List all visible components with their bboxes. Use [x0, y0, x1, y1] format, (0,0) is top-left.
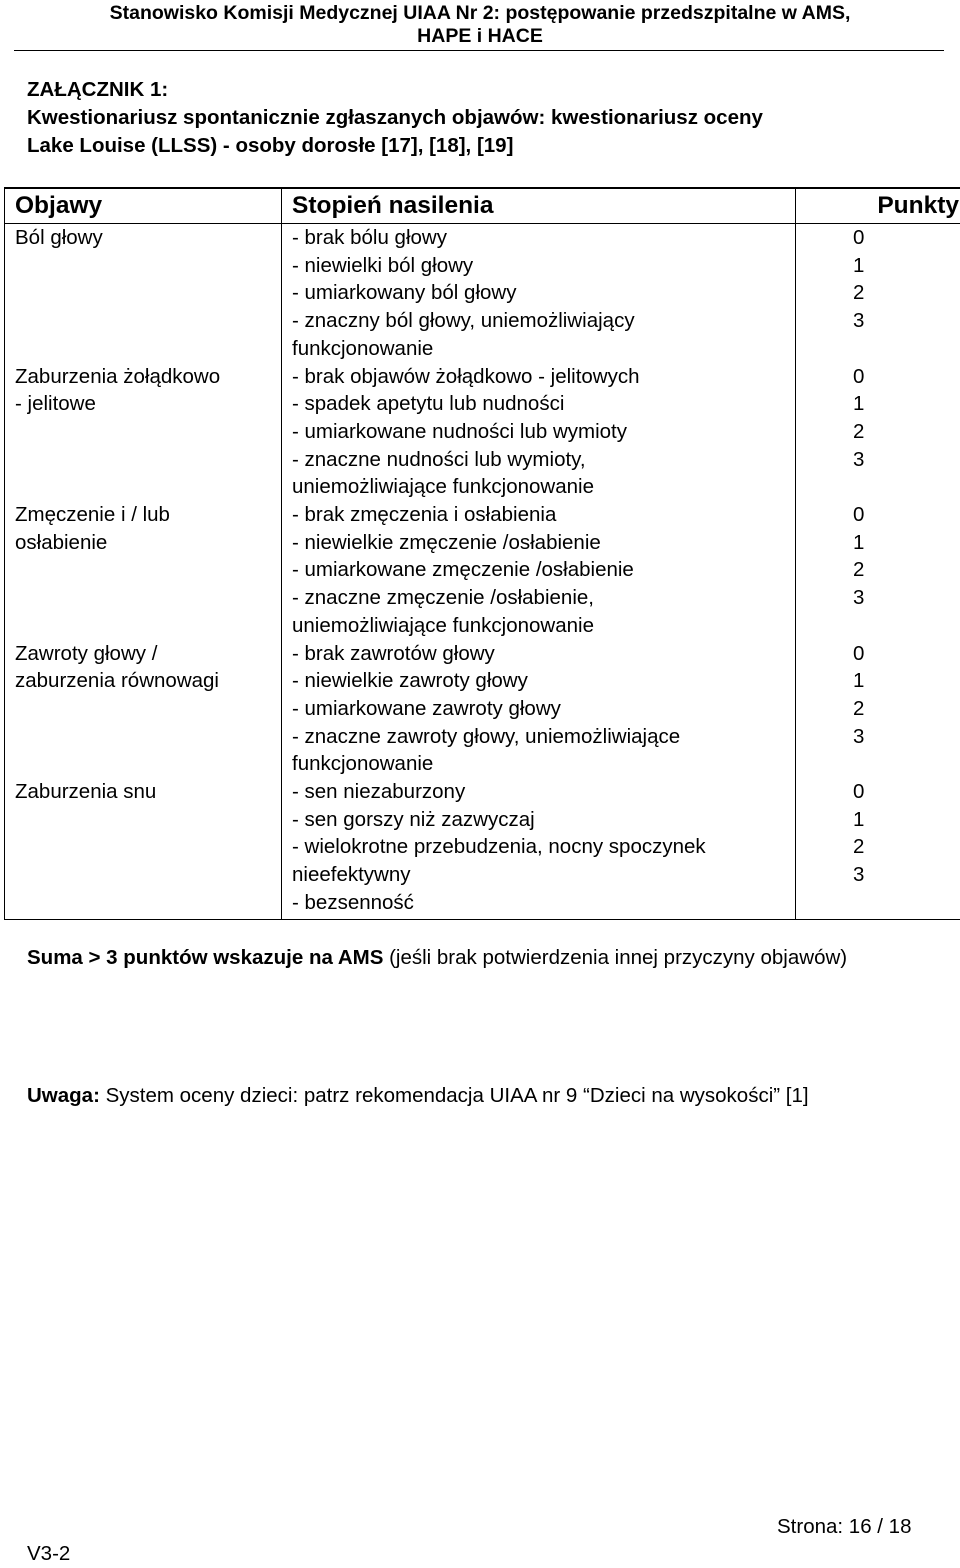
note-text — [27, 1082, 927, 1110]
symptom-cell-line: - jelitowe — [15, 390, 281, 418]
symptom-cell-line: zaburzenia równowagi — [15, 667, 281, 695]
points-cell-line: 0 — [853, 363, 960, 391]
points-cell-line: 3 — [853, 584, 960, 612]
symptom-cell-line: Zaburzenia żołądkowo — [15, 363, 281, 391]
points-cell-line: 2 — [853, 695, 960, 723]
summary-text — [27, 944, 927, 972]
points-cell-line: 0 — [853, 778, 960, 806]
annex-subtitle-line1: Kwestionariusz spontanicznie zgłaszanych objawów: kwestionariusz oceny — [27, 104, 927, 132]
points-cell — [796, 224, 960, 363]
severity-cell-line: - znaczne zmęczenie /osłabienie, — [292, 584, 795, 612]
table-row — [5, 363, 960, 502]
annex-heading — [27, 76, 927, 160]
severity-cell — [282, 501, 796, 640]
annex-title: ZAŁĄCZNIK 1: — [27, 76, 927, 104]
summary-rest: (jeśli brak potwierdzenia innej przyczyny objawów) — [383, 946, 847, 969]
severity-cell-line: - brak bólu głowy — [292, 224, 795, 252]
table-row — [5, 640, 960, 779]
header-points: Punkty — [796, 188, 960, 224]
severity-cell-line: - brak zmęczenia i osłabienia — [292, 501, 795, 529]
header-severity: Stopień nasilenia — [282, 188, 796, 224]
table-row — [5, 501, 960, 640]
severity-cell-line: funkcjonowanie — [292, 750, 795, 778]
severity-cell — [282, 640, 796, 779]
annex-subtitle-line2: Lake Louise (LLSS) - osoby dorosłe [17], [18], [19] — [27, 132, 927, 160]
points-cell-line: 0 — [853, 640, 960, 668]
header-symptoms: Objawy — [5, 188, 282, 224]
symptom-cell — [5, 640, 282, 779]
table-body — [5, 224, 960, 920]
severity-cell-line: - niewielkie zmęczenie /osłabienie — [292, 529, 795, 557]
severity-cell-line: - znaczne nudności lub wymioty, — [292, 446, 795, 474]
points-cell — [796, 778, 960, 919]
points-cell — [796, 501, 960, 640]
symptom-cell-line: Ból głowy — [15, 224, 281, 252]
severity-cell-line: - znaczny ból głowy, uniemożliwiający — [292, 307, 795, 335]
severity-cell-line: - wielokrotne przebudzenia, nocny spoczynek — [292, 833, 795, 861]
note-rest: System oceny dzieci: patrz rekomendacja UIAA nr 9 “Dzieci na wysokości” [1] — [100, 1084, 809, 1107]
severity-cell-line: - umiarkowane zmęczenie /osłabienie — [292, 556, 795, 584]
severity-cell-line: uniemożliwiające funkcjonowanie — [292, 473, 795, 501]
severity-cell — [282, 778, 796, 919]
severity-cell-line: - sen gorszy niż zazwyczaj — [292, 806, 795, 834]
symptom-cell — [5, 224, 282, 363]
severity-cell-line: - sen niezaburzony — [292, 778, 795, 806]
severity-cell-line: - niewielkie zawroty głowy — [292, 667, 795, 695]
points-cell-line: 2 — [853, 833, 960, 861]
symptom-cell — [5, 363, 282, 502]
symptom-cell-line: Zawroty głowy / — [15, 640, 281, 668]
header-title-line2: HAPE i HACE — [0, 23, 960, 50]
severity-cell-line: nieefektywny — [292, 861, 795, 889]
severity-cell-line: - brak objawów żołądkowo - jelitowych — [292, 363, 795, 391]
table-row — [5, 224, 960, 363]
severity-cell-line: - znaczne zawroty głowy, uniemożliwiające — [292, 723, 795, 751]
points-cell-line: 1 — [853, 252, 960, 280]
points-cell-line: 2 — [853, 556, 960, 584]
severity-cell-line: - spadek apetytu lub nudności — [292, 390, 795, 418]
points-cell-line: 3 — [853, 446, 960, 474]
document-version: V3-2 — [27, 1540, 70, 1568]
symptom-cell — [5, 778, 282, 919]
table-row — [5, 778, 960, 919]
points-cell-line: 0 — [853, 224, 960, 252]
points-cell-line: 3 — [853, 307, 960, 335]
header-divider — [14, 50, 944, 51]
page-number: Strona: 16 / 18 — [777, 1513, 911, 1541]
points-cell-line: 3 — [853, 723, 960, 751]
points-cell-line: 1 — [853, 390, 960, 418]
severity-cell-line: - umiarkowane zawroty głowy — [292, 695, 795, 723]
points-cell — [796, 363, 960, 502]
severity-cell — [282, 363, 796, 502]
severity-cell — [282, 224, 796, 363]
symptom-cell-line: Zaburzenia snu — [15, 778, 281, 806]
points-cell-line: 2 — [853, 418, 960, 446]
severity-cell-line: - brak zawrotów głowy — [292, 640, 795, 668]
severity-cell-line: uniemożliwiające funkcjonowanie — [292, 612, 795, 640]
severity-cell-line: - bezsenność — [292, 889, 795, 917]
points-cell — [796, 640, 960, 779]
symptom-cell — [5, 501, 282, 640]
severity-cell-line: funkcjonowanie — [292, 335, 795, 363]
symptom-cell-line: Zmęczenie i / lub — [15, 501, 281, 529]
severity-cell-line: - niewielki ból głowy — [292, 252, 795, 280]
note-label: Uwaga: — [27, 1084, 100, 1107]
severity-cell-line: - umiarkowane nudności lub wymioty — [292, 418, 795, 446]
llss-table — [4, 187, 960, 920]
severity-cell-line: - umiarkowany ból głowy — [292, 279, 795, 307]
summary-bold: Suma > 3 punktów wskazuje na AMS — [27, 946, 383, 969]
points-cell-line: 3 — [853, 861, 960, 889]
points-cell-line: 0 — [853, 501, 960, 529]
header-title-line1: Stanowisko Komisji Medycznej UIAA Nr 2: postępowanie przedszpitalne w AMS, — [0, 0, 960, 27]
table-header-row — [5, 188, 960, 224]
points-cell-line: 1 — [853, 529, 960, 557]
points-cell-line: 1 — [853, 806, 960, 834]
points-cell-line: 2 — [853, 279, 960, 307]
symptom-cell-line: osłabienie — [15, 529, 281, 557]
points-cell-line: 1 — [853, 667, 960, 695]
